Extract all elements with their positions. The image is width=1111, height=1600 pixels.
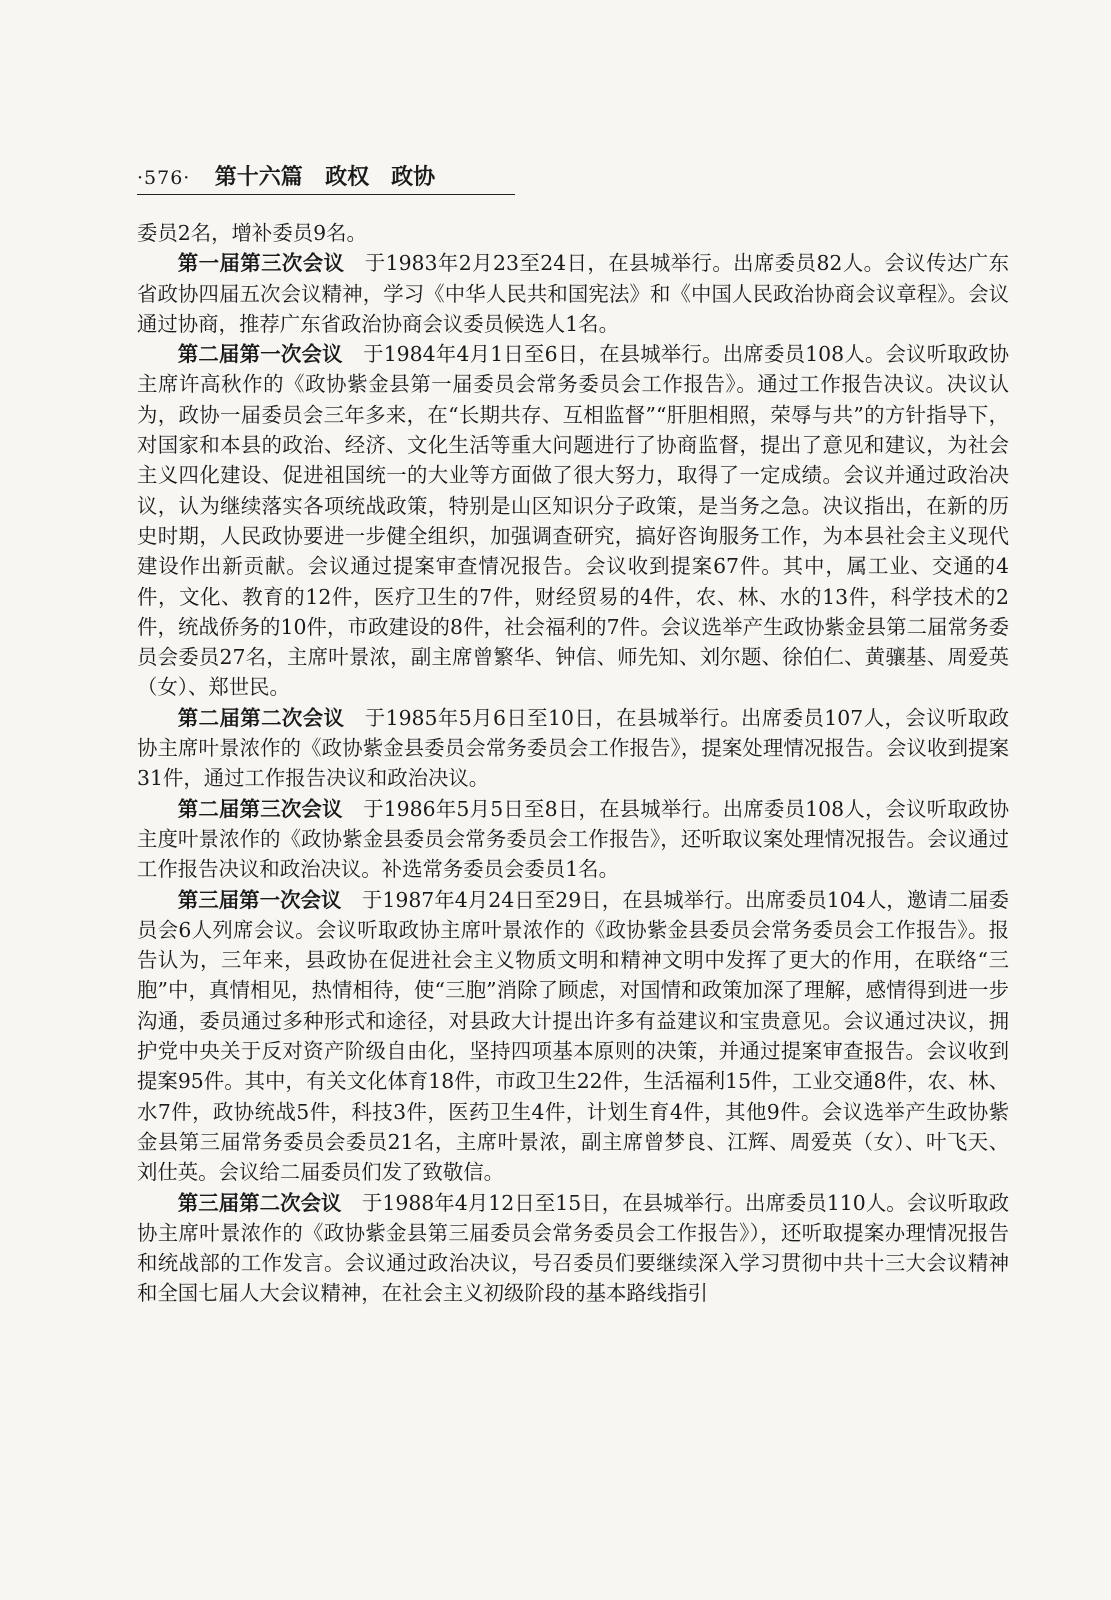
session-text: 于1988年4月12日至15日，在县城举行。出席委员110人。会议听取政协主席叶景浓作的《政协紫金县第三届委员会常务委员会工作报告》），还听取提案办理情况报告和统战部的工作发言。会议通过政治决议，号召委员们要继续深入学习贯彻中共十三大会议精神和全国七届人大会议精神，在社会主义初级阶段的基本路线指引	[137, 1190, 1009, 1306]
session-text: 于1984年4月1日至6日，在县城举行。出席委员108人。会议听取政协主席许高秋作的《政协紫金县第一届委员会常务委员会工作报告》。通过工作报告决议。决议认为，政协一届委员会三年多来，在“长期共存、互相监督”“肝胆相照，荣辱与共”的方针指导下，对国家和本县的政治、经济、文化生活等重大问题进行了协商监督，提出了意见和建议，为社会主义四化建设、促进祖国统一的大业等方面做了很大努力，取得了一定成绩。会议并通过政治决议，认为继续落实各项统战政策，特别是山区知识分子政策，是当务之急。决议指出，在新的历史时期，人民政协要进一步健全组织，加强调查研究，搞好咨询服务工作，为本县社会主义现代建设作出新贡献。会议通过提案审查情况报告。会议收到提案67件。其中，属工业、交通的4件，文化、教育的12件，医疗卫生的7件，财经贸易的4件，农、林、水的13件，科学技术的2件，统战侨务的10件，市政建设的8件，社会福利的7件。会议选举产生政协紫金县第二届常务委员会委员27名，主席叶景浓，副主席曾繁华、钟信、师先知、刘尔题、徐伯仁、黄骧基、周爱英（女）、郑世民。	[137, 342, 1010, 700]
session-heading: 第二届第一次会议	[177, 342, 343, 367]
session-paragraph	[137, 794, 1009, 885]
session-text: 于1987年4月24日至29日，在县城举行。出席委员104人，邀请二届委员会6人列席会议。会议听取政协主席叶景浓作的《政协紫金县委员会常务委员会工作报告》。报告认为，三年来，县政协在促进社会主义物质文明和精神文明中发挥了更大的作用，在联络“三胞”中，真情相见，热情相待，使“三胞”消除了顾虑，对国情和政策加深了理解，感情得到进一步沟通，委员通过多种形式和途径，对县政大计提出许多有益建议和宝贵意见。会议通过决议，拥护党中央关于反对资产阶级自由化，坚持四项基本原则的决策，并通过提案审查报告。会议收到提案95件。其中，有关文化体育18件，市政卫生22件，生活福利15件，工业交通8件，农、林、水7件，政协统战5件，科技3件，医药卫生4件，计划生育4件，其他9件。会议选举产生政协紫金县第三届常务委员会委员21名，主席叶景浓，副主席曾梦良、江辉、周爱英（女）、叶飞天、刘仕英。会议给二届委员们发了致敬信。	[137, 887, 1009, 1185]
session-paragraph	[137, 339, 1009, 703]
session-paragraph	[137, 885, 1009, 1188]
session-heading: 第二届第三次会议	[177, 796, 343, 821]
session-text: 于1986年5月5日至8日，在县城举行。出席委员108人，会议听取政协主度叶景浓作的《政协紫金县委员会常务委员会工作报告》，还听取议案处理情况报告。会议通过工作报告决议和政治决议。补选常务委员会委员1名。	[137, 796, 1010, 882]
session-heading: 第一届第三次会议	[177, 251, 345, 276]
body-text	[137, 218, 1009, 1309]
intro-paragraph: 委员2名，增补委员9名。	[137, 221, 367, 245]
session-text: 于1985年5月6日至10日，在县城举行。出席委员107人，会议听取政协主席叶景浓作的《政协紫金县委员会常务委员会工作报告》，提案处理情况报告。会议收到提案31件，通过工作报告决议和政治决议。	[137, 705, 1009, 791]
session-paragraph	[137, 248, 1009, 339]
session-paragraph	[137, 1188, 1009, 1309]
session-text: 于1983年2月23至24日，在县城举行。出席委员82人。会议传达广东省政协四届五次会议精神，学习《中华人民共和国宪法》和《中国人民政治协商会议章程》。会议通过协商，推荐广东省政治协商会议委员候选人1名。	[137, 251, 1009, 336]
session-paragraph	[137, 703, 1009, 794]
section-title: 政权 政协	[325, 165, 436, 190]
page-number: ·576·	[137, 167, 191, 189]
running-header	[137, 160, 515, 195]
session-heading: 第三届第一次会议	[177, 887, 342, 912]
part-title: 第十六篇	[214, 165, 303, 190]
session-heading: 第三届第二次会议	[177, 1190, 342, 1215]
session-heading: 第二届第二次会议	[177, 705, 345, 730]
